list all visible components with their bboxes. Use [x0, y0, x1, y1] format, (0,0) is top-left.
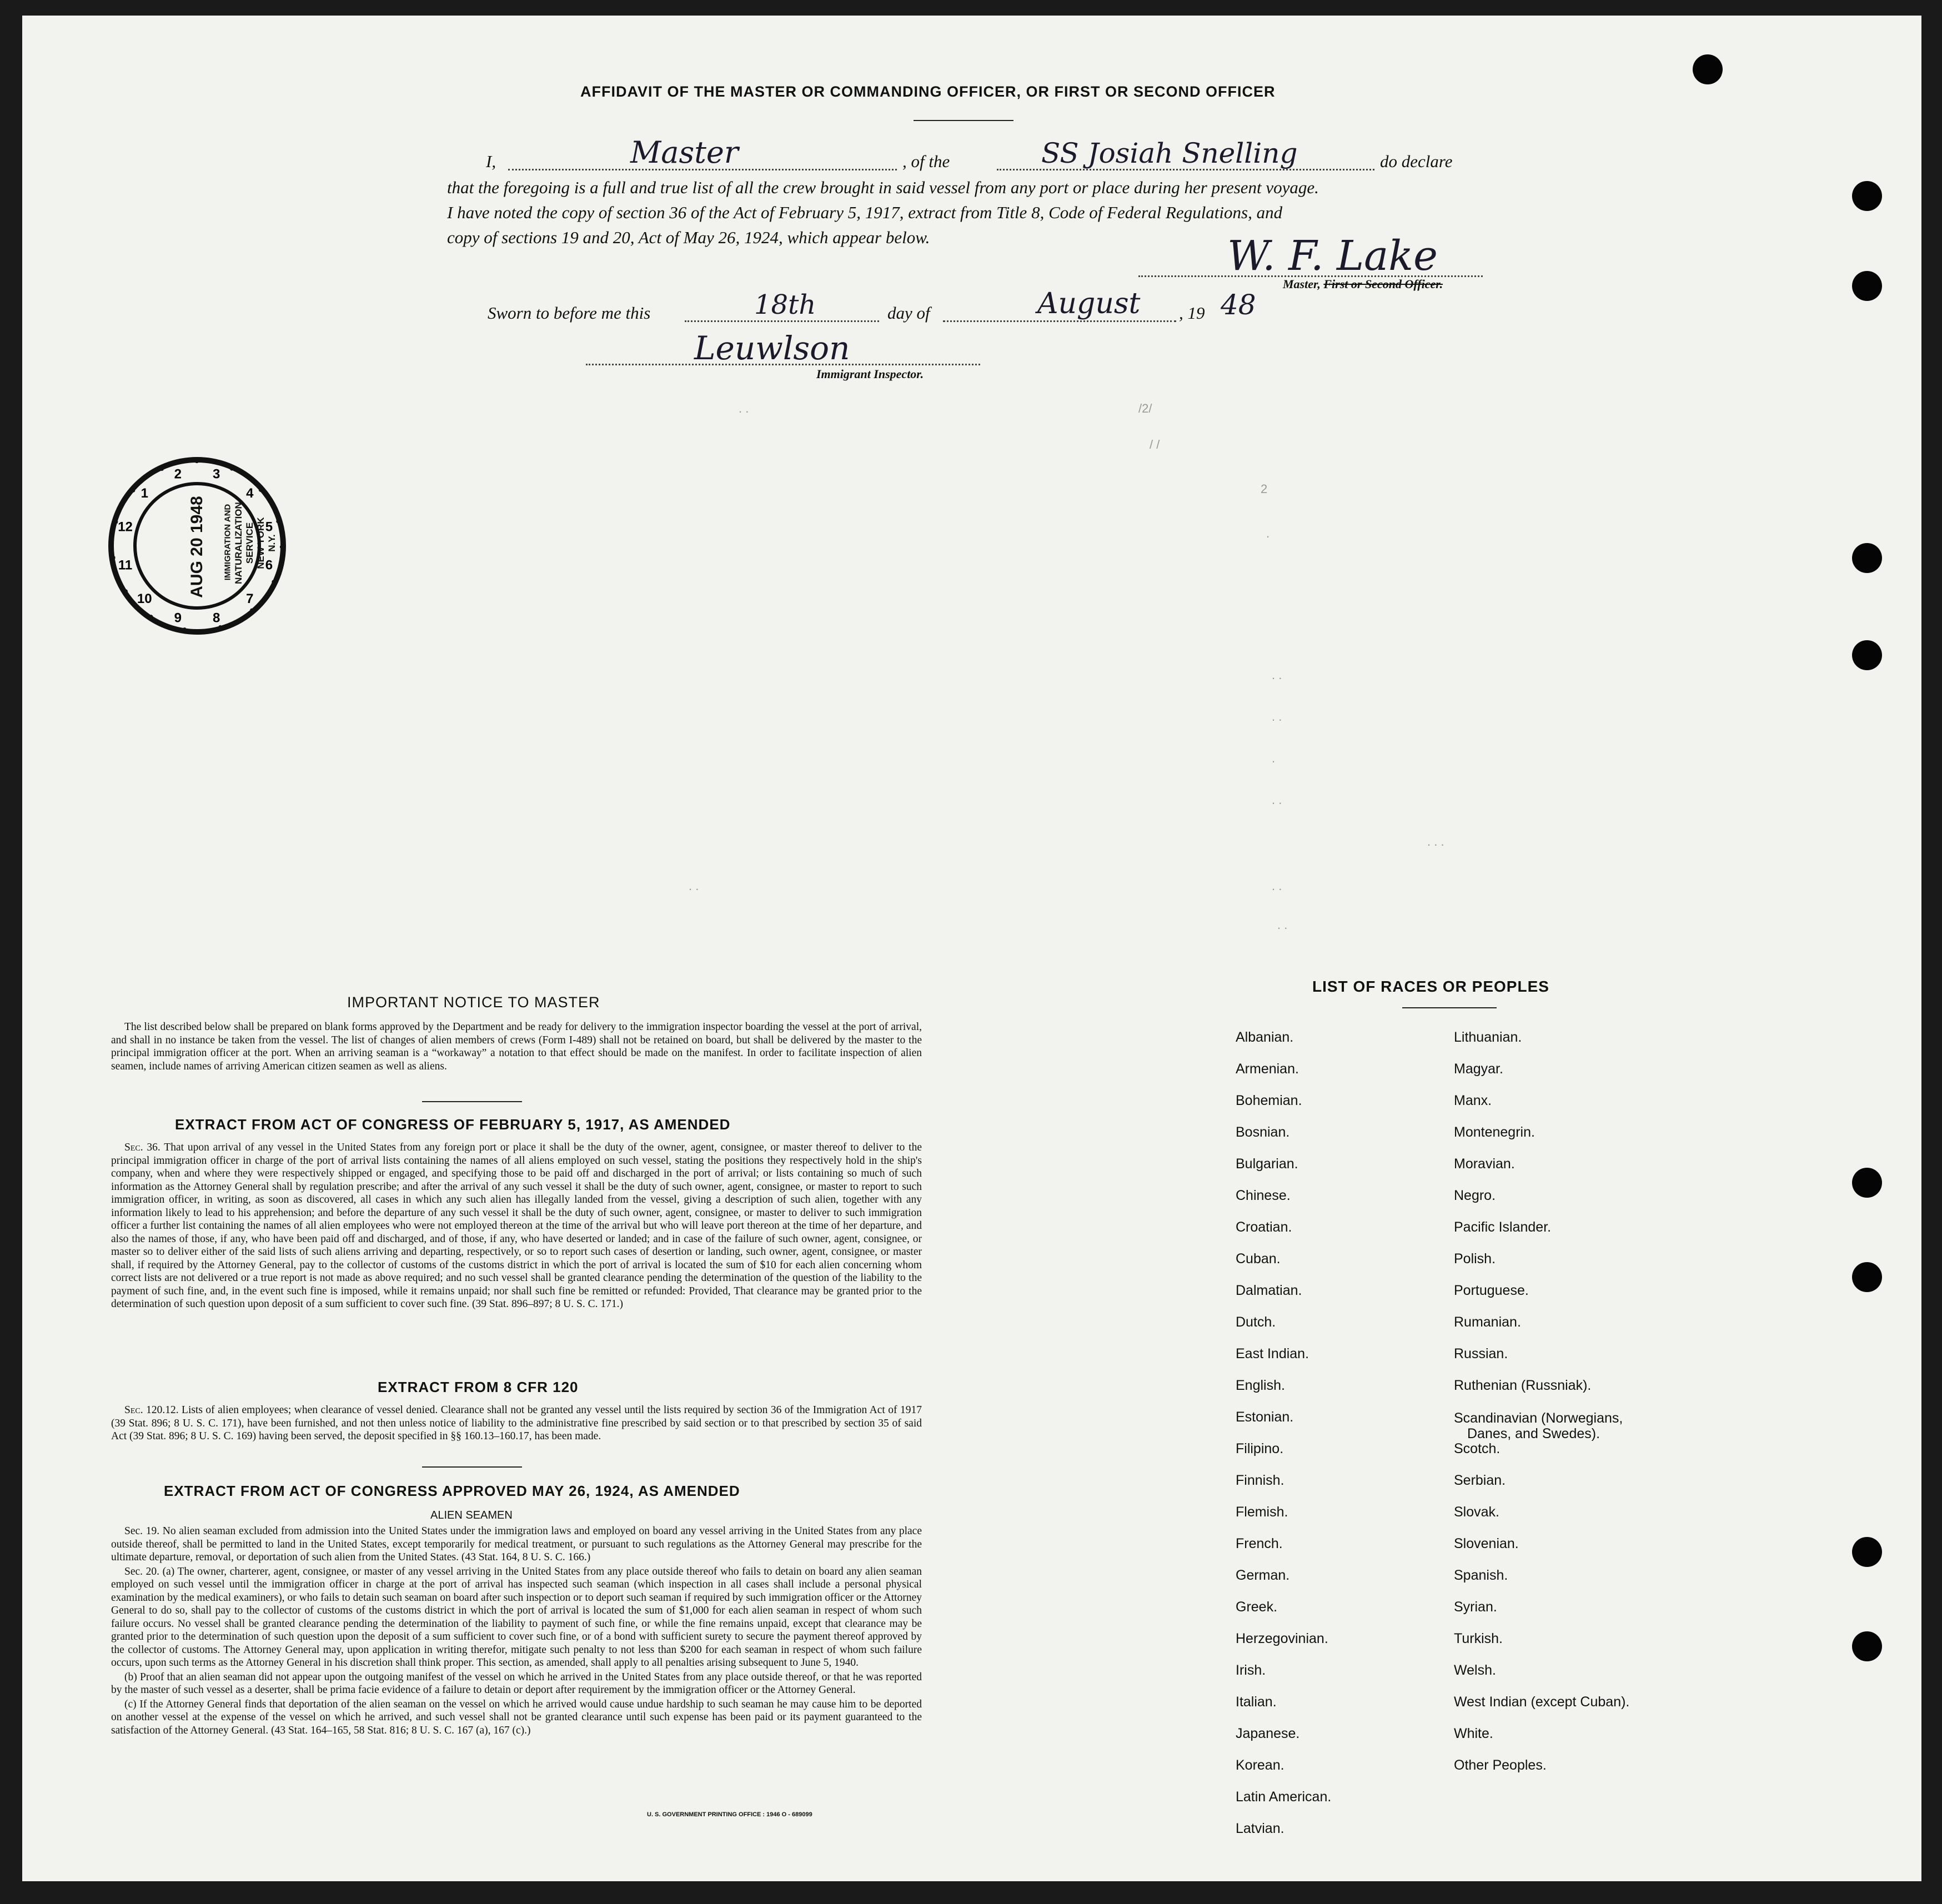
bleed-mark: /2/	[1138, 401, 1152, 415]
sec20c-paragraph: (c) If the Attorney General finds that deportation of the alien seaman on the vessel on which he arrived would cause undue hardship to such seaman he may cause him to be deported on another vessel at the expense of the vessel on which he arrived, and such vessel shall not be granted clearance until such expense has been paid or its payment guaranteed to the satisfaction of the Attorney General. (43 Stat. 164–165, 58 Stat. 816; 8 U. S. C. 167 (a), 167 (c).)	[111, 1698, 922, 1736]
cfr-text	[111, 1404, 922, 1444]
races-rule	[1402, 1007, 1497, 1008]
sec19-paragraph: Sec. 19. No alien seaman excluded from admission into the United States under the immigration laws and employed on board any vessel arriving in the United States from any place outside thereof, shall be permitted to land in the United States, except temporarily for medical treatment, or pursuant to such regulations as the Attorney General may prescribe for the ultimate departure, removal, or deportation of such alien from the United States. (43 Stat. 164, 8 U. S. C. 166.)	[111, 1525, 922, 1563]
race-item: Negro.	[1454, 1188, 1496, 1203]
race-item: Herzegovinian.	[1236, 1631, 1328, 1646]
race-item: Slovak.	[1454, 1504, 1499, 1520]
bleed-mark: . . .	[1427, 835, 1444, 848]
binder-hole	[1693, 54, 1723, 84]
race-item: Scotch.	[1454, 1441, 1501, 1456]
binder-hole	[1852, 271, 1882, 301]
extract1917-text	[111, 1141, 922, 1312]
sworn-dayof: day of	[887, 303, 930, 323]
stamp-ring-digit: 10	[137, 591, 152, 606]
stamp-city: NEW YORK	[255, 517, 266, 569]
stamp-state: N.Y.	[267, 534, 277, 552]
extract1924-subtitle: ALIEN SEAMEN	[430, 1509, 513, 1521]
race-item: Flemish.	[1236, 1504, 1288, 1520]
sec20b-paragraph: (b) Proof that an alien seaman did not appear upon the outgoing manifest of the vessel on which he arrived in the United States from any place outside thereof, or that he was reported by the master of such vessel as a deserter, shall be prima facie evidence of a failure to detain or deport after requirement by the immigration officer or the Attorney General.	[111, 1671, 922, 1696]
race-item: Portuguese.	[1454, 1283, 1529, 1298]
race-item: German.	[1236, 1568, 1290, 1583]
binder-hole	[1852, 1168, 1882, 1198]
stamp-ring-digit: 7	[246, 591, 254, 606]
race-item: Montenegrin.	[1454, 1124, 1535, 1140]
race-item: Cuban.	[1236, 1251, 1281, 1267]
race-item: Manx.	[1454, 1093, 1492, 1108]
master-caption-b: First or Second Officer.	[1323, 277, 1443, 291]
declaration-line1	[486, 135, 1541, 174]
cfr-rule	[422, 1466, 522, 1468]
sworn-day-field	[685, 320, 879, 322]
race-item: East Indian.	[1236, 1346, 1309, 1362]
race-item: West Indian (except Cuban).	[1454, 1694, 1630, 1710]
race-item: Chinese.	[1236, 1188, 1291, 1203]
extract1917-sec-label: Sec. 36.	[124, 1142, 160, 1153]
race-item: French.	[1236, 1536, 1283, 1551]
race-item: Irish.	[1236, 1662, 1266, 1678]
race-item: Rumanian.	[1454, 1314, 1521, 1330]
sec20a-paragraph: Sec. 20. (a) The owner, charterer, agent, consignee, or master of any vessel arriving in the United States from any place outside thereof who fails to detain on board any alien seaman employed on such vessel until the immigration officer in charge at the port of arrival has inspected such seaman (which inspection in all cases shall include a personal physical examination by the medical examiners), or who fails to detain such seaman on board after such inspection or to deport such seaman if required by such immigration officer or the Attorney General to do so, shall pay to the collector of customs of the customs district in which the port of arrival is located the sum of $1,000 for each alien seaman in respect of whom such failure occurs. No vessel shall be granted clearance pending the determination of the liability to payment of such fine, or while the fine remains unpaid, except that clearance may be granted prior to the determination of such question upon the deposit of a sum sufficient to cover such fine, or of a bond with sufficient surety to secure the payment thereof approved by the collector of customs. The Attorney General may, upon application in writing therefor, mitigate such penalty to not less than $200 for each seaman in respect of whom such failure occurs, upon such terms as the Attorney General in his discretion shall think proper. This section, as amended, shall apply to all penalties arising subsequent to June 5, 1940.	[111, 1565, 922, 1669]
binder-hole	[1852, 543, 1882, 573]
declaration-line3: I have noted the copy of section 36 of the Act of February 5, 1917, extract from Title 8, Code of Federal Regulations, and	[447, 203, 1283, 222]
race-item: Korean.	[1236, 1757, 1284, 1773]
stamp-agency-1: IMMIGRATION AND	[223, 504, 233, 581]
bleed-mark: . .	[739, 401, 749, 415]
binder-hole	[1852, 1537, 1882, 1567]
cfr-sec-label: Sec. 120.12.	[124, 1404, 179, 1416]
inspection-stamp	[106, 454, 289, 637]
bleed-mark: / /	[1150, 438, 1160, 451]
races-title: LIST OF RACES OR PEOPLES	[1312, 978, 1549, 995]
race-item: Dutch.	[1236, 1314, 1276, 1330]
race-item: Bohemian.	[1236, 1093, 1302, 1108]
bleed-mark: . .	[1272, 879, 1282, 893]
binder-hole	[1852, 640, 1882, 670]
sworn-day-handwritten: 18th	[754, 289, 816, 320]
vessel-name-handwritten: SS Josiah Snelling	[1041, 137, 1298, 169]
notice-text	[111, 1021, 922, 1074]
declaration-of: , of the	[902, 152, 950, 171]
bleed-mark: .	[1272, 751, 1276, 765]
race-item: Russian.	[1454, 1346, 1508, 1362]
race-item: Italian.	[1236, 1694, 1277, 1710]
notice-paragraph: The list described below shall be prepared on blank forms approved by the Department and be ready for delivery to the immigration inspector boarding the vessel at the port of arrival, and shall in no instance be taken from the vessel. The list of changes of alien members of crews (Form I-489) shall not be retained on board, but shall be delivered by the master to the principal immigration officer at the port. When an arriving seaman is a “workaway” a notation to that effect should be made on the manifest. In order to facilitate inspection of alien seamen, include names of arriving American citizen seamen as well as aliens.	[111, 1021, 922, 1072]
declaration-prefix: I,	[486, 152, 496, 171]
title-rule	[914, 120, 1013, 121]
extract1917-title: EXTRACT FROM ACT OF CONGRESS OF FEBRUARY 5, 1917, AS AMENDED	[175, 1116, 731, 1133]
race-item: Bosnian.	[1236, 1124, 1290, 1140]
race-item: Greek.	[1236, 1599, 1278, 1615]
extract1917-body: That upon arrival of any vessel in the United States from any foreign port or place it shall be the duty of the owner, agent, consignee, or master thereof to deliver to the principal immigration officer in charge of the port of arrival lists containing the names of all aliens employed on such vessel, stating the positions they respectively hold in the ship's company, when and where they were respectively shipped or engaged, and specifying those to be paid off and discharged in the port of arrival; or lists containing so much of such information as the Attorney General shall by regulation prescribe; and after the arrival of any such vessel it shall be the duty of such owner, agent, consignee, or master to report to such immigration officer, in writing, as soon as discovered, all cases in which any such alien has illegally landed from the vessel, giving a description of such alien, together with any information likely to lead to his apprehension; and before the departure of any such vessel it shall be the duty of such owner, agent, consignee, or master to deliver to such immigration officer a further list containing the names of all alien employees who were not employed thereon at the time of the arrival but who will leave port thereon at the time of her departure, and also the names of those, if any, who have been paid off and discharged, and of those, if any, who have deserted or landed; and in case of the failure of such owner, agent, consignee, or master so to deliver either of the said lists of such aliens arriving and departing, respectively, or so to report such cases of desertion or landing, such owner, agent, consignee, or master shall, if required by the Attorney General, pay to the collector of customs of the customs district in which the port of arrival is located the sum of $10 for each alien concerning whom correct lists are not delivered or a true report is not made as above required; and no such vessel shall be granted clearance pending the determination of the question of the liability to the payment of such fine, and, in the event such fine is imposed, while it remains unpaid; nor shall such fine be remitted or refunded: Provided, That clearance may be granted prior to the determination of such question upon deposit of a sum sufficient to cover such fine. (39 Stat. 896–897; 8 U. S. C. 171.)	[111, 1142, 922, 1310]
bleed-mark: .	[1266, 526, 1270, 540]
bleed-mark: . .	[1272, 668, 1282, 682]
declaration-line2: that the foregoing is a full and true list of all the crew brought in said vessel from any port or place during her present voyage.	[447, 178, 1319, 197]
stamp-date: AUG 20 1948	[188, 496, 206, 598]
race-item: White.	[1454, 1726, 1493, 1741]
master-signature: W. F. Lake	[1227, 232, 1438, 280]
stamp-ring-digit: 11	[118, 557, 133, 573]
inspector-caption: Immigrant Inspector.	[816, 367, 924, 381]
stamp-ring-digit: 5	[265, 519, 273, 535]
race-item: Syrian.	[1454, 1599, 1497, 1615]
printer-imprint: U. S. GOVERNMENT PRINTING OFFICE : 1946 O - 689099	[647, 1811, 812, 1818]
race-item: Latin American.	[1236, 1789, 1332, 1805]
race-item: Danes, and Swedes).	[1467, 1426, 1600, 1441]
stamp-ring-digit: 8	[213, 610, 220, 626]
inspector-signature-line	[586, 364, 980, 365]
stamp-agency-3: SERVICE	[244, 522, 255, 564]
cfr-paragraph	[111, 1404, 922, 1443]
race-item: Dalmatian.	[1236, 1283, 1302, 1298]
bleed-mark: . .	[689, 879, 699, 893]
stamp-agency-2: NATURALIZATION	[233, 502, 244, 584]
bleed-mark: . .	[1277, 918, 1288, 932]
stamp-ring-digit: 4	[246, 486, 254, 501]
master-caption-a: Master,	[1283, 277, 1321, 291]
race-item: Armenian.	[1236, 1061, 1299, 1077]
race-item: Finnish.	[1236, 1473, 1284, 1488]
race-item: Turkish.	[1454, 1631, 1503, 1646]
race-item: Spanish.	[1454, 1568, 1508, 1583]
declaration-line4: copy of sections 19 and 20, Act of May 26, 1924, which appear below.	[447, 228, 930, 247]
master-name-handwritten: Master	[630, 135, 739, 170]
affidavit-title: AFFIDAVIT OF THE MASTER OR COMMANDING OFFICER, OR FIRST OR SECOND OFFICER	[580, 83, 1276, 100]
sworn-month-field	[943, 320, 1176, 322]
race-item: Welsh.	[1454, 1662, 1496, 1678]
race-item: Pacific Islander.	[1454, 1219, 1552, 1235]
master-caption	[1283, 277, 1443, 292]
cfr-body: Lists of alien employees; when clearance of vessel denied. Clearance shall not be granted any vessel until the lists required by section 36 of the Immigration Act of 1917 (39 Stat. 896; 8 U. S. C. 171), have been furnished, and not then unless notice of liability to the administrative fine prescribed by said section or to that prescribed by section 35 of said Act (39 Stat. 896; 8 U. S. C. 169) having been served, the deposit specified in §§ 160.13–160.17, has been made.	[111, 1404, 922, 1442]
binder-hole	[1852, 1262, 1882, 1292]
race-item: English.	[1236, 1378, 1285, 1393]
stamp-ring-digit: 2	[174, 466, 182, 482]
race-item: Other Peoples.	[1454, 1757, 1547, 1773]
race-item: Albanian.	[1236, 1029, 1294, 1045]
bleed-mark: . .	[1272, 710, 1282, 724]
stamp-ring-digit: 1	[140, 486, 148, 501]
race-item: Lithuanian.	[1454, 1029, 1522, 1045]
notice-title: IMPORTANT NOTICE TO MASTER	[347, 994, 600, 1011]
extract1924-title: EXTRACT FROM ACT OF CONGRESS APPROVED MAY 26, 1924, AS AMENDED	[164, 1483, 740, 1499]
binder-hole	[1852, 1631, 1882, 1661]
race-item: Magyar.	[1454, 1061, 1503, 1077]
race-item: Filipino.	[1236, 1441, 1284, 1456]
form-page	[22, 16, 1921, 1881]
stamp-ring-digit: 12	[118, 519, 133, 535]
race-item: Japanese.	[1236, 1726, 1300, 1741]
race-item: Moravian.	[1454, 1156, 1515, 1172]
extract1924-text	[111, 1525, 922, 1738]
race-item: Serbian.	[1454, 1473, 1506, 1488]
race-item: Latvian.	[1236, 1821, 1284, 1836]
extract1917-paragraph	[111, 1141, 922, 1311]
declaration-suffix: do declare	[1380, 152, 1453, 171]
race-item: Slovenian.	[1454, 1536, 1519, 1551]
sworn-year-prefix: , 19	[1179, 303, 1205, 323]
stamp-ring-digit: 9	[174, 610, 182, 626]
sworn-year-handwritten: 48	[1221, 289, 1256, 321]
bleed-mark: 2	[1261, 482, 1268, 496]
cfr-title: EXTRACT FROM 8 CFR 120	[378, 1379, 579, 1395]
race-item: Polish.	[1454, 1251, 1496, 1267]
race-item: Estonian.	[1236, 1409, 1294, 1425]
sworn-month-handwritten: August	[1037, 287, 1141, 320]
stamp-ring-digit: 3	[213, 466, 220, 482]
inspector-signature: Leuwlson	[694, 329, 850, 367]
race-item: Ruthenian (Russniak).	[1454, 1378, 1592, 1393]
race-item: Bulgarian.	[1236, 1156, 1298, 1172]
sworn-prefix: Sworn to before me this	[488, 303, 651, 323]
race-item: Croatian.	[1236, 1219, 1292, 1235]
race-item: Scandinavian (Norwegians,	[1454, 1410, 1623, 1426]
stamp-ring-digit: 6	[265, 557, 273, 573]
notice-rule	[422, 1101, 522, 1102]
bleed-mark: . .	[1272, 793, 1282, 807]
binder-hole	[1852, 181, 1882, 211]
sworn-line	[488, 287, 1321, 328]
